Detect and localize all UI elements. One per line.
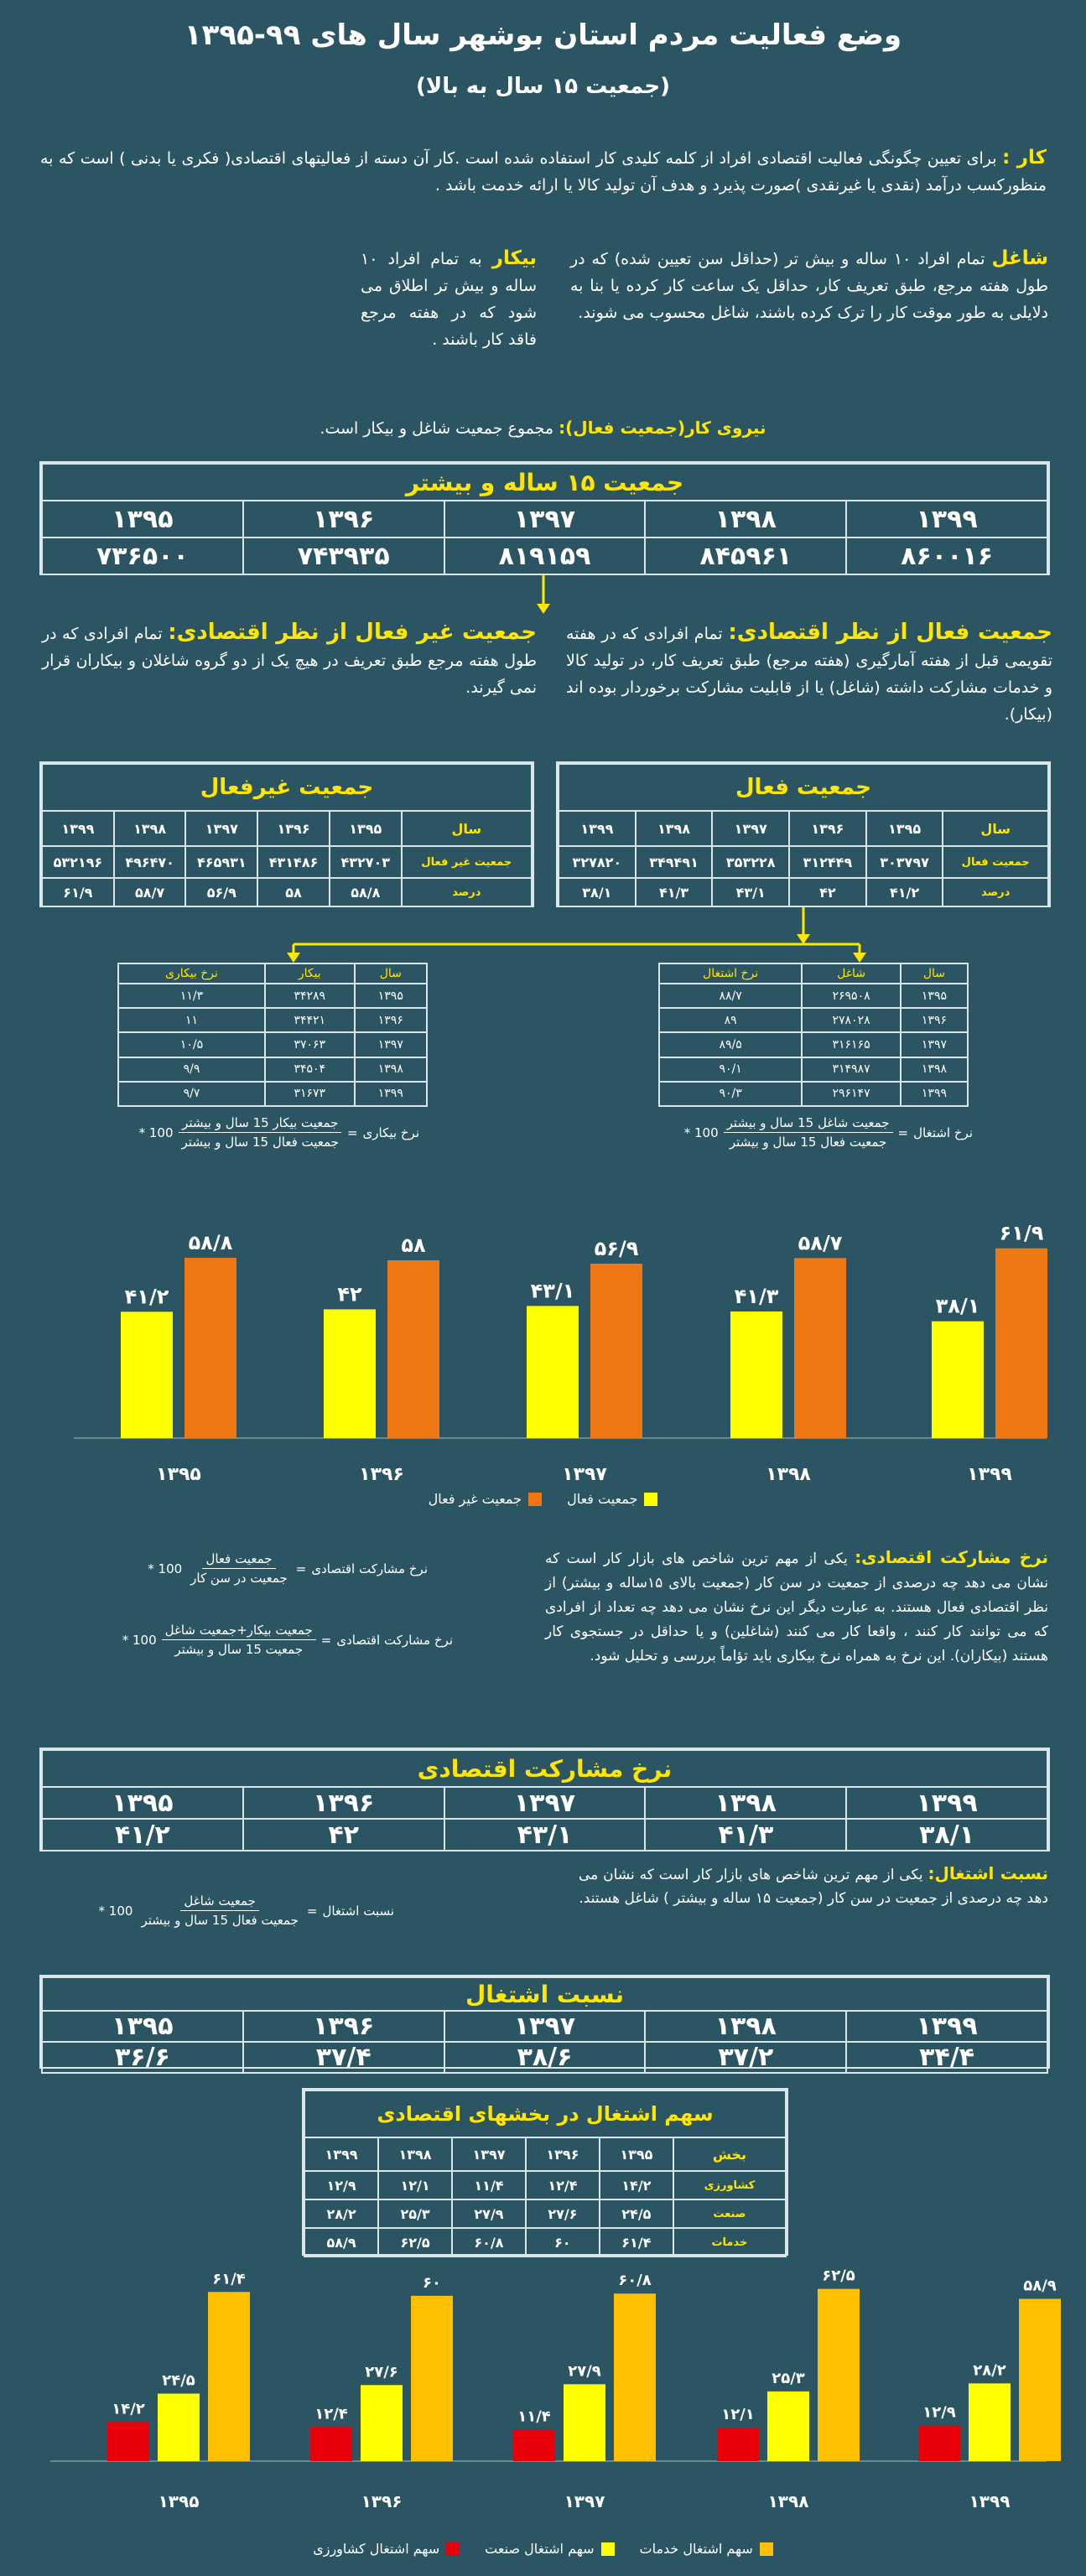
legend-label: جمعیت فعال	[567, 1491, 638, 1507]
shaghel-definition	[570, 245, 1048, 326]
participation-value: ۴۲	[243, 1819, 444, 1851]
participation-definition	[545, 1545, 1048, 1669]
unemployed-cell: ۱۳۹۷	[355, 1032, 427, 1057]
employment-ratio-year: ۱۳۹۵	[42, 2011, 243, 2042]
inactive-term: جمعیت غیر فعال از نظر اقتصادی:	[168, 620, 537, 645]
bar	[513, 2430, 555, 2461]
sector-name: صنعت	[673, 2199, 786, 2228]
formula-lhs: نرخ بیکاری	[362, 1124, 419, 1140]
unemployed-header: سال	[355, 963, 427, 984]
data-label: ۴۲	[337, 1282, 362, 1306]
employed-cell: ۲۶۹۵۰۸	[802, 984, 901, 1008]
active-year: ۱۳۹۷	[712, 811, 789, 846]
sector-cell: ۶۲/۵	[378, 2228, 452, 2257]
employment-ratio-year: ۱۳۹۸	[645, 2011, 846, 2042]
sector-cell: ۶۰/۸	[452, 2228, 526, 2257]
unemployed-table	[117, 963, 428, 1107]
formula-lhs: نرخ مشارکت اقتصادی	[311, 1561, 428, 1576]
employed-cell: ۸۹/۵	[659, 1032, 802, 1057]
pop15-year: ۱۳۹۶	[243, 501, 444, 538]
data-label: ۲۷/۹	[568, 2362, 601, 2381]
active-value: ۳۱۲۴۴۹	[789, 846, 866, 878]
formula-multiplier: 100 *	[148, 1561, 183, 1576]
bar	[158, 2394, 200, 2462]
bar	[614, 2293, 656, 2461]
formula-multiplier: 100 *	[683, 1124, 719, 1140]
employment-ratio-value: ۳۷/۲	[645, 2042, 846, 2073]
sector-cell: ۲۴/۵	[600, 2199, 673, 2228]
unemployed-cell: ۱۳۹۶	[355, 1008, 427, 1032]
data-label: ۲۸/۲	[973, 2361, 1006, 2380]
employment-ratio-year: ۱۳۹۹	[846, 2011, 1047, 2042]
sector-cell: ۶۱/۴	[600, 2228, 673, 2257]
participation-text: یکی از مهم ترین شاخص های بازار کار است که نشان می دهد چه درصدی از جمعیت در سن کار (جمعیت بالای ۱۵ساله و بیشتر) از نظر اقتصادی فعال هستند. به عبارت دیگر این نرخ نشان می دهد چه تعداد از افرادی که می توانند کار کنند ، واقعا کار می کنند (شاغلین) و یا حداقل در جستجوی کار هستند (بیکاران). این نرخ به همراه نرخ بیکاری باید تؤاماً بررسی و تحلیل شود.	[545, 1550, 1048, 1665]
participation-value: ۴۱/۳	[645, 1819, 846, 1851]
bar	[969, 2383, 1011, 2461]
sector-cell: ۱۲/۹	[304, 2171, 378, 2199]
data-label: ۵۸/۸	[188, 1231, 233, 1255]
x-tick-label: ۱۳۹۷	[564, 2491, 605, 2511]
employed-cell: ۹۰/۱	[659, 1057, 802, 1082]
unemployed-cell: ۱۳۹۹	[355, 1082, 427, 1106]
employed-cell: ۳۱۴۹۸۷	[802, 1057, 901, 1082]
active-row-label: سال	[943, 811, 1048, 846]
employed-cell: ۱۳۹۷	[901, 1032, 968, 1057]
data-label: ۲۵/۳	[772, 2369, 805, 2387]
active-percent: ۴۱/۲	[866, 878, 943, 906]
sector-header: ۱۳۹۸	[378, 2137, 452, 2171]
active-percent: ۴۳/۱	[712, 878, 789, 906]
bar	[121, 1311, 173, 1438]
employment-ratio-value: ۳۷/۴	[243, 2042, 444, 2073]
chart2-legend	[0, 2541, 1086, 2557]
shaghel-term: شاغل	[991, 247, 1048, 269]
bar	[387, 1260, 439, 1438]
pop15-value: ۸۶۰۰۱۶	[846, 538, 1047, 574]
legend-label: جمعیت غیر فعال	[428, 1491, 522, 1507]
unemployed-header: بیکار	[265, 963, 355, 984]
formula-lhs: نرخ مشارکت اقتصادی	[336, 1632, 453, 1648]
employment-ratio-formula: نسبت اشتغال = $\frac{\text{جمعیت شاغل}}{\text{جمعیت فعال 15 سال و بیشتر}}$ 100 *	[98, 1893, 394, 1928]
employment-ratio-definition	[579, 1862, 1048, 1910]
bar	[590, 1264, 642, 1438]
data-label: ۲۴/۵	[162, 2371, 195, 2390]
sector-cell: ۲۷/۶	[526, 2199, 600, 2228]
legend-swatch	[528, 1493, 542, 1506]
employment-rate-formula: نرخ اشتغال = $\frac{\text{جمعیت شاغل 15 سال و بیشتر}}{\text{جمعیت فعال 15 سال و بیشتر}}$ 100 *	[683, 1115, 973, 1150]
data-label: ۴۱/۲	[124, 1285, 169, 1309]
employed-cell: ۱۳۹۹	[901, 1082, 968, 1106]
participation-formula-1: نرخ مشارکت اقتصادی = $\frac{\text{جمعیت فعال}}{\text{جمعیت در سن کار}}$ 100 *	[148, 1551, 428, 1586]
pop15-value: ۷۴۳۹۳۵	[243, 538, 444, 574]
data-label: ۱۲/۹	[922, 2403, 956, 2422]
legend-item-services	[640, 2541, 773, 2557]
data-label: ۵۸/۷	[798, 1231, 843, 1255]
participation-value: ۴۱/۲	[42, 1819, 243, 1851]
employed-header: نرخ اشتغال	[659, 963, 802, 984]
data-label: ۶۲/۵	[822, 2268, 855, 2285]
sector-cell: ۶۰	[526, 2228, 600, 2257]
employment-ratio-table	[39, 1975, 1050, 2072]
employment-ratio-value: ۳۴/۴	[846, 2042, 1047, 2073]
data-label: ۶۰/۸	[618, 2272, 652, 2290]
sector-header: بخش	[673, 2137, 786, 2171]
unemployed-cell: ۳۴۵۰۴	[265, 1057, 355, 1082]
inactive-value: ۴۳۲۷۰۳	[330, 846, 402, 878]
sector-header: ۱۳۹۶	[526, 2137, 600, 2171]
bar	[564, 2384, 605, 2461]
bar	[767, 2392, 809, 2461]
x-tick-label: ۱۳۹۷	[562, 1464, 607, 1485]
active-table-title: جمعیت فعال	[559, 764, 1048, 811]
inactive-value: ۵۳۲۱۹۶	[42, 846, 114, 878]
legend-label: سهم اشتغال خدمات	[639, 2541, 753, 2557]
data-label: ۴۱/۳	[734, 1284, 779, 1308]
participation-term: نرخ مشارکت اقتصادی:	[855, 1547, 1048, 1567]
unemployment-rate-formula: نرخ بیکاری = $\frac{\text{جمعیت بیکار 15 سال و بیشتر}}{\text{جمعیت فعال 15 سال و بیشتر}}$ 100 *	[138, 1115, 419, 1150]
active-row-label: جمعیت فعال	[943, 846, 1048, 878]
labor-force-definition	[0, 414, 1086, 442]
formula-multiplier: 100 *	[98, 1903, 133, 1919]
inactive-percent: ۵۶/۹	[185, 878, 257, 906]
legend-swatch	[760, 2542, 773, 2556]
bar	[361, 2385, 403, 2461]
employed-header: سال	[901, 963, 968, 984]
data-label: ۵۶/۹	[594, 1236, 639, 1260]
labor-force-term: نیروی کار(جمعیت فعال):	[559, 418, 766, 438]
employment-ratio-year: ۱۳۹۷	[444, 2011, 646, 2042]
employed-cell: ۸۹	[659, 1008, 802, 1032]
sector-cell: ۵۸/۹	[304, 2228, 378, 2257]
participation-formula-2: نرخ مشارکت اقتصادی = $\frac{\text{جمعیت بیکار+جمعیت شاغل}}{\text{جمعیت 15 سال و بیشتر}}$ 100 *	[122, 1623, 453, 1657]
active-value: ۳۲۷۸۲۰	[559, 846, 636, 878]
active-value: ۳۰۳۷۹۷	[866, 846, 943, 878]
sector-cell: ۲۵/۳	[378, 2199, 452, 2228]
shaghel-text: تمام افراد ۱۰ ساله و بیش تر (حداقل سن تعیین شده) که در طول هفته مرجع، طبق تعریف کار، حداقل یک ساعت کار کرده یا بنا به دلایلی به طور موقت کار را ترک کرده باشند، شاغل محسوب می شوند.	[570, 250, 1048, 322]
active-text: تمام افرادی که در هفته تقویمی قبل از هفته آمارگیری (هفته مرجع) طبق تعریف کار، در تولید کالا و خدمات مشارکت داشته (شاغل) یا از قابلیت مشارکت برخوردار بوده اند (بیکار).	[566, 625, 1052, 724]
unemployed-cell: ۳۷۰۶۳	[265, 1032, 355, 1057]
bar	[995, 1249, 1047, 1438]
formula-numerator: جمعیت بیکار 15 سال و بیشتر	[179, 1115, 341, 1133]
sector-share-chart	[0, 2268, 1086, 2537]
unemployed-cell: ۳۴۴۲۱	[265, 1008, 355, 1032]
participation-value: ۴۳/۱	[444, 1819, 646, 1851]
bar	[107, 2422, 149, 2461]
x-tick-label: ۱۳۹۸	[766, 1464, 811, 1485]
pop15-value: ۸۱۹۱۵۹	[444, 538, 646, 574]
legend-item-inactive	[429, 1491, 542, 1507]
active-value: ۳۵۳۲۲۸	[712, 846, 789, 878]
x-tick-label: ۱۳۹۶	[359, 1464, 404, 1485]
legend-swatch	[644, 1493, 657, 1506]
unemployed-cell: ۱۰/۵	[118, 1032, 265, 1057]
formula-denominator: جمعیت فعال 15 سال و بیشتر	[141, 1913, 299, 1928]
chart1-legend	[0, 1491, 1086, 1507]
unemployed-cell: ۱۱/۳	[118, 984, 265, 1008]
active-table	[556, 761, 1051, 907]
x-tick-label: ۱۳۹۸	[767, 2491, 809, 2511]
sector-name: کشاورزی	[673, 2171, 786, 2199]
participation-table	[39, 1748, 1050, 1852]
data-label: ۱۴/۲	[112, 2400, 145, 2418]
inactive-text: تمام افرادی که در طول هفته مرجع طبق تعریف در هیچ یک از دو گروه شاغلان و بیکاران قرار نمی گیرند.	[42, 625, 537, 697]
active-year: ۱۳۹۶	[789, 811, 866, 846]
inactive-value: ۴۳۱۴۸۶	[257, 846, 330, 878]
sector-cell: ۱۲/۴	[526, 2171, 600, 2199]
inactive-percent: ۶۱/۹	[42, 878, 114, 906]
data-label: ۶۰	[423, 2273, 441, 2292]
x-tick-label: ۱۳۹۹	[967, 1464, 1012, 1485]
formula-multiplier: 100 *	[138, 1124, 174, 1140]
data-label: ۱۲/۴	[314, 2405, 348, 2423]
active-year: ۱۳۹۸	[636, 811, 713, 846]
inactive-definition	[42, 619, 537, 701]
sector-table-title: سهم اشتغال در بخشهای اقتصادی	[304, 2090, 786, 2137]
formula-numerator: جمعیت شاغل 15 سال و بیشتر	[724, 1115, 893, 1133]
pop15-year: ۱۳۹۹	[846, 501, 1047, 538]
formula-denominator: جمعیت فعال 15 سال و بیشتر	[729, 1135, 887, 1150]
participation-year: ۱۳۹۸	[645, 1787, 846, 1819]
bar	[794, 1258, 846, 1438]
legend-label: سهم اشتغال صنعت	[485, 2541, 595, 2557]
data-label: ۲۷/۶	[365, 2363, 398, 2381]
formula-denominator: جمعیت در سن کار	[190, 1571, 288, 1586]
employment-ratio-year: ۱۳۹۶	[243, 2011, 444, 2042]
pop15-title: جمعیت ۱۵ ساله و بیشتر	[42, 464, 1047, 501]
legend-item-industry	[485, 2541, 614, 2557]
page-title: وضع فعالیت مردم استان بوشهر سال های ۹۹-۱۳۹۵	[184, 18, 902, 52]
inactive-year: ۱۳۹۶	[257, 811, 330, 846]
data-label: ۱۲/۱	[721, 2406, 755, 2424]
x-tick-label: ۱۳۹۹	[969, 2491, 1011, 2511]
formula-numerator: جمعیت فعال	[202, 1551, 275, 1569]
formula-denominator: جمعیت فعال 15 سال و بیشتر	[181, 1135, 339, 1150]
bar	[310, 2427, 352, 2461]
inactive-percent: ۵۸/۷	[114, 878, 186, 906]
unemployed-cell: ۱۳۹۵	[355, 984, 427, 1008]
bar	[818, 2289, 860, 2461]
legend-swatch	[446, 2542, 460, 2556]
x-tick-label: ۱۳۹۶	[361, 2491, 403, 2511]
employed-cell: ۱۳۹۸	[901, 1057, 968, 1082]
employed-cell: ۱۳۹۶	[901, 1008, 968, 1032]
pop15-year: ۱۳۹۷	[444, 501, 646, 538]
bikar-text: به تمام افراد ۱۰ ساله و بیش تر اطلاق می شود که در هفته مرجع فاقد کار باشند .	[361, 250, 537, 349]
inactive-year: ۱۳۹۹	[42, 811, 114, 846]
inactive-row-label: سال	[402, 811, 532, 846]
sector-header: ۱۳۹۹	[304, 2137, 378, 2171]
legend-swatch	[601, 2542, 615, 2556]
bar	[1019, 2298, 1061, 2461]
bar	[324, 1309, 376, 1438]
participation-year: ۱۳۹۶	[243, 1787, 444, 1819]
sector-cell: ۱۱/۴	[452, 2171, 526, 2199]
data-label: ۵۸	[401, 1233, 426, 1257]
employment-ratio-value: ۳۶/۶	[42, 2042, 243, 2073]
split-arrow	[0, 575, 1086, 615]
active-term: جمعیت فعال از نظر اقتصادی:	[728, 620, 1053, 645]
active-percent: ۳۸/۱	[559, 878, 636, 906]
unemployed-cell: ۹/۹	[118, 1057, 265, 1082]
pop15-year: ۱۳۹۸	[645, 501, 846, 538]
data-label: ۶۱/۹	[999, 1221, 1044, 1245]
bikar-definition	[361, 245, 537, 353]
employment-ratio-title: نسبت اشتغال	[42, 1977, 1047, 2011]
formula-multiplier: 100 *	[122, 1632, 157, 1648]
formula-numerator: جمعیت بیکار+جمعیت شاغل	[162, 1623, 316, 1640]
data-label: ۵۸/۹	[1023, 2277, 1057, 2295]
inactive-value: ۴۹۶۴۷۰	[114, 846, 186, 878]
legend-item-active	[567, 1491, 657, 1507]
active-row-label: درصد	[943, 878, 1048, 906]
inactive-row-label: جمعیت غیر فعال	[402, 846, 532, 878]
inactive-value: ۴۶۵۹۳۱	[185, 846, 257, 878]
unemployed-cell: ۱۱	[118, 1008, 265, 1032]
active-year: ۱۳۹۹	[559, 811, 636, 846]
employed-cell: ۳۱۶۱۶۵	[802, 1032, 901, 1057]
inactive-year: ۱۳۹۷	[185, 811, 257, 846]
bar	[730, 1311, 782, 1438]
sector-table	[302, 2088, 788, 2256]
labor-force-text: مجموع جمعیت شاغل و بیکار است.	[320, 419, 554, 438]
pop15-table	[39, 461, 1050, 575]
employment-ratio-term: نسبت اشتغال:	[928, 1863, 1049, 1883]
unemployed-header: نرخ بیکاری	[118, 963, 265, 984]
participation-title: نرخ مشارکت اقتصادی	[42, 1750, 1047, 1787]
active-percent: ۴۱/۳	[636, 878, 713, 906]
inactive-year: ۱۳۹۸	[114, 811, 186, 846]
legend-label: سهم اشتغال کشاورزی	[313, 2541, 440, 2557]
participation-value: ۳۸/۱	[846, 1819, 1047, 1851]
bar	[717, 2428, 759, 2461]
data-label: ۱۱/۴	[517, 2407, 551, 2426]
data-label: ۶۱/۴	[212, 2270, 246, 2288]
employment-ratio-value: ۳۸/۶	[444, 2042, 646, 2073]
legend-item-agriculture	[313, 2541, 460, 2557]
employed-cell: ۸۸/۷	[659, 984, 802, 1008]
active-year: ۱۳۹۵	[866, 811, 943, 846]
x-tick-label: ۱۳۹۵	[156, 1464, 201, 1485]
inactive-table-title: جمعیت غیرفعال	[42, 764, 532, 811]
participation-year: ۱۳۹۷	[444, 1787, 646, 1819]
active-value: ۳۴۹۴۹۱	[636, 846, 713, 878]
active-split-arrows	[0, 907, 1086, 966]
sector-cell: ۱۲/۱	[378, 2171, 452, 2199]
employed-cell: ۱۳۹۵	[901, 984, 968, 1008]
pop15-value: ۸۴۵۹۶۱	[645, 538, 846, 574]
inactive-row-label: درصد	[402, 878, 532, 906]
unemployed-cell: ۳۴۲۸۹	[265, 984, 355, 1008]
formula-lhs: نرخ اشتغال	[913, 1124, 973, 1140]
inactive-table	[39, 761, 534, 907]
employed-header: شاغل	[802, 963, 901, 984]
unemployed-cell: ۳۱۶۷۳	[265, 1082, 355, 1106]
active-definition	[566, 619, 1052, 728]
kar-text: برای تعیین چگونگی فعالیت اقتصادی افراد از کلمه کلیدی کار استفاده شده است .کار آن دسته از فعالیتهای اقتصادی( فکری یا بدنی ) است که به منظورکسب درآمد (نقدی یا غیرنقدی )صورت پذیرد و هدف آن تولید کالا یا ارائه خدمت باشد .	[40, 149, 1047, 195]
inactive-percent: ۵۸	[257, 878, 330, 906]
formula-lhs: نسبت اشتغال	[322, 1903, 394, 1919]
unemployed-cell: ۹/۷	[118, 1082, 265, 1106]
formula-denominator: جمعیت 15 سال و بیشتر	[174, 1642, 304, 1657]
sector-cell: ۲۷/۹	[452, 2199, 526, 2228]
sector-header: ۱۳۹۷	[452, 2137, 526, 2171]
participation-year: ۱۳۹۵	[42, 1787, 243, 1819]
employed-cell: ۹۰/۳	[659, 1082, 802, 1106]
data-label: ۴۳/۱	[530, 1279, 575, 1303]
bar	[918, 2426, 960, 2461]
employed-cell: ۲۹۶۱۴۷	[802, 1082, 901, 1106]
pop15-value: ۷۳۶۵۰۰	[42, 538, 243, 574]
sector-cell: ۲۸/۲	[304, 2199, 378, 2228]
employed-cell: ۲۷۸۰۲۸	[802, 1008, 901, 1032]
active-percent: ۴۲	[789, 878, 866, 906]
page-subtitle: (جمعیت ۱۵ سال به بالا)	[415, 74, 671, 99]
formula-numerator: جمعیت شاغل	[180, 1893, 259, 1911]
bar	[411, 2296, 453, 2461]
x-tick-label: ۱۳۹۵	[158, 2491, 200, 2511]
kar-term: کار :	[1002, 147, 1047, 169]
kar-definition	[40, 144, 1047, 199]
data-label: ۳۸/۱	[935, 1294, 980, 1318]
sector-name: خدمات	[673, 2228, 786, 2257]
bar	[527, 1306, 579, 1438]
pop15-year: ۱۳۹۵	[42, 501, 243, 538]
participation-year: ۱۳۹۹	[846, 1787, 1047, 1819]
inactive-year: ۱۳۹۵	[330, 811, 402, 846]
unemployed-cell: ۱۳۹۸	[355, 1057, 427, 1082]
inactive-percent: ۵۸/۸	[330, 878, 402, 906]
bikar-term: بیکار	[491, 247, 537, 269]
employment-ratio-text: یکی از مهم ترین شاخص های بازار کار است که نشان می دهد چه درصدی از جمعیت در سن کار (جمعیت ۱۵ ساله و بیشتر ) شاغل هستند.	[579, 1867, 1048, 1907]
bar	[208, 2292, 250, 2461]
employed-table	[658, 963, 969, 1107]
sector-header: ۱۳۹۵	[600, 2137, 673, 2171]
sector-cell: ۱۴/۲	[600, 2171, 673, 2199]
bar	[184, 1258, 236, 1438]
active-inactive-chart	[0, 1170, 1086, 1514]
bar	[932, 1322, 984, 1438]
